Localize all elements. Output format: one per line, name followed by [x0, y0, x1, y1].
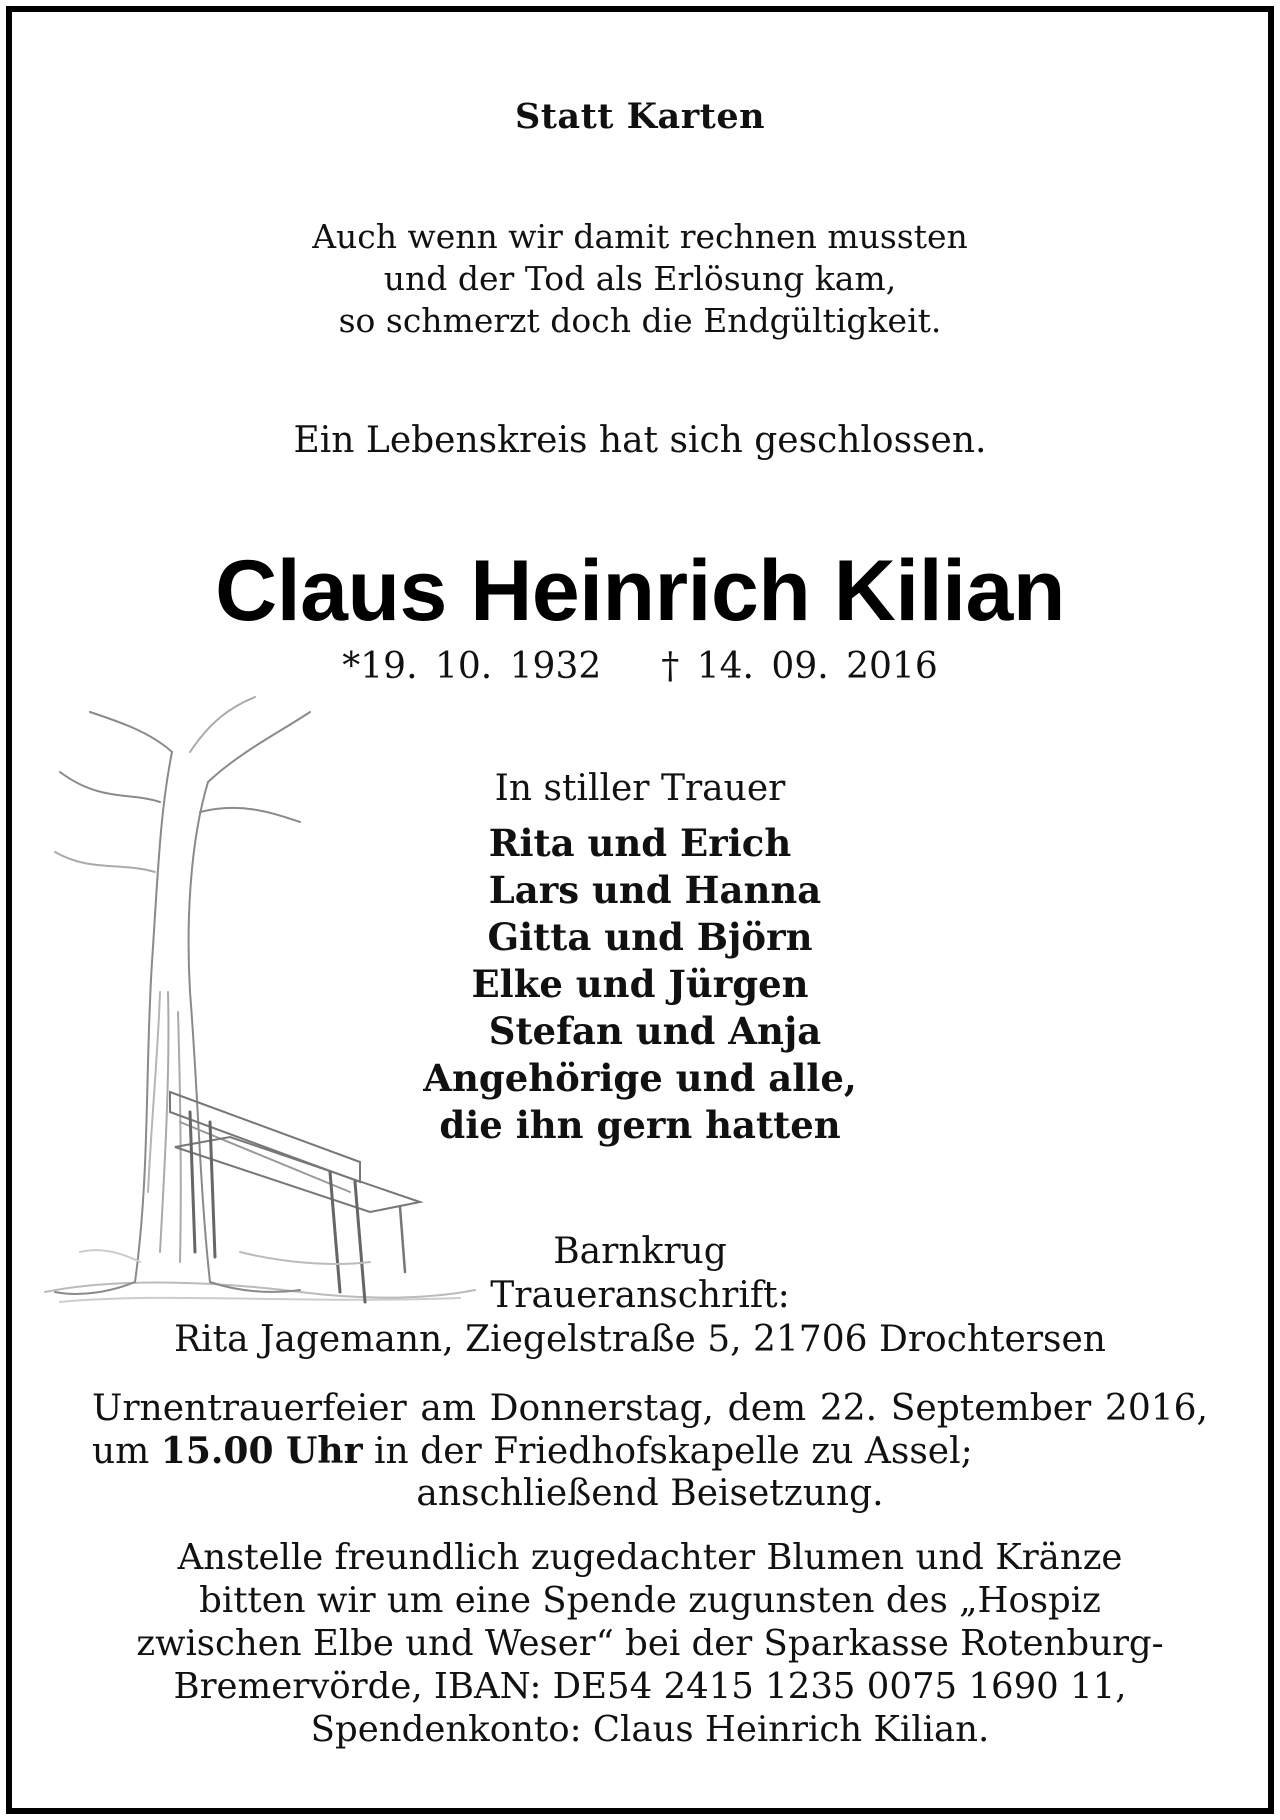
ceremony-time: 15.00 Uhr	[160, 1430, 363, 1472]
ceremony-part: in der Friedhofskapelle zu Assel;	[362, 1431, 973, 1472]
header-text: Statt Karten	[514, 96, 766, 137]
donation-line: Spendenkonto: Claus Heinrich Kilian.	[310, 1709, 990, 1750]
verse-block	[12, 216, 1268, 342]
mourning-intro: In stiller Trauer	[494, 768, 786, 809]
mourner-line: Gitta und Björn	[487, 915, 813, 959]
verse-line: so schmerzt doch die Endgültigkeit.	[338, 301, 942, 340]
mourner-line: Elke und Jürgen	[471, 962, 809, 1006]
mourner-line: Rita und Erich	[488, 821, 792, 865]
death-date: † 14. 09. 2016	[661, 646, 938, 687]
mourners-list	[12, 820, 1268, 1149]
birth-date: *19. 10. 1932	[342, 646, 602, 687]
place-name: Barnkrug	[553, 1231, 727, 1272]
mourner-line: Angehörige und alle,	[423, 1056, 857, 1100]
obituary-notice	[6, 6, 1274, 1814]
donation-text	[92, 1536, 1208, 1751]
address-block	[12, 1230, 1268, 1362]
ceremony-text	[92, 1388, 1208, 1515]
donation-line: Anstelle freundlich zugedachter Blumen und Kränze	[177, 1537, 1123, 1578]
ceremony-burial: anschließend Beisetzung.	[416, 1473, 884, 1514]
mourner-line: Lars und Hanna	[488, 868, 822, 912]
life-circle-text: Ein Lebenskreis hat sich geschlossen.	[293, 420, 987, 461]
verse-line: und der Tod als Erlösung kam,	[383, 259, 897, 298]
address-label: Traueranschrift:	[490, 1275, 790, 1316]
verse-line: Auch wenn wir damit rechnen mussten	[312, 217, 968, 256]
donation-line: Bremervörde, IBAN: DE54 2415 1235 0075 1690 11,	[173, 1666, 1127, 1707]
donation-line: zwischen Elbe und Weser“ bei der Sparkasse Rotenburg-	[136, 1623, 1164, 1664]
mourner-line: Stefan und Anja	[488, 1009, 822, 1053]
donation-line: bitten wir um eine Spende zugunsten des „Hospiz	[199, 1580, 1101, 1621]
deceased-name: Claus Heinrich Kilian	[215, 543, 1065, 639]
ceremony-part: Urnentrauerfeier am Donnerstag, dem 22. September 2016, um	[92, 1388, 1208, 1472]
mourner-line: die ihn gern hatten	[439, 1103, 841, 1147]
address-text: Rita Jagemann, Ziegelstraße 5, 21706 Drochtersen	[174, 1319, 1106, 1360]
life-dates	[12, 646, 1268, 687]
